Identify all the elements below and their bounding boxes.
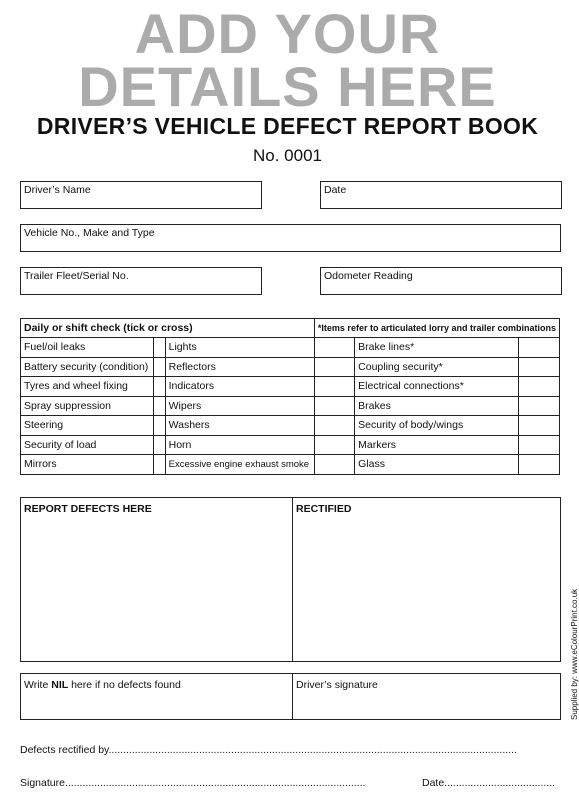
check-item: Security of load [21, 435, 154, 455]
check-box[interactable] [314, 338, 354, 358]
check-box[interactable] [314, 357, 354, 377]
drivers-name-field[interactable] [20, 181, 262, 209]
check-box[interactable] [518, 338, 559, 358]
check-box[interactable] [314, 396, 354, 416]
vehicle-label: Vehicle No., Make and Type [24, 227, 155, 239]
report-defects-area[interactable] [20, 497, 293, 662]
defects-rectified-by-line[interactable]: Defects rectified by............................................................................................................................................ [20, 744, 517, 756]
check-box[interactable] [153, 377, 165, 397]
table-row [21, 416, 560, 436]
check-box[interactable] [153, 435, 165, 455]
drivers-name-label: Driver’s Name [24, 184, 91, 196]
check-item: Reflectors [165, 357, 314, 377]
odometer-field[interactable] [320, 267, 562, 295]
nil-prefix: Write [24, 679, 52, 691]
placeholder-line-2: DETAILS HERE [78, 55, 497, 118]
check-item: Excessive engine exhaust smoke [165, 455, 314, 475]
check-item: Indicators [165, 377, 314, 397]
table-row [21, 455, 560, 475]
nil-box[interactable] [20, 673, 293, 720]
check-box[interactable] [314, 455, 354, 475]
check-item: Tyres and wheel fixing [21, 377, 154, 397]
check-box[interactable] [153, 396, 165, 416]
check-item: Mirrors [21, 455, 154, 475]
date-field[interactable] [320, 181, 562, 209]
table-row [21, 396, 560, 416]
check-item: Steering [21, 416, 154, 436]
check-item: Security of body/wings [355, 416, 518, 436]
check-header-right: *Items refer to articulated lorry and trailer combinations [314, 319, 559, 338]
check-box[interactable] [314, 416, 354, 436]
drivers-signature-label: Driver’s signature [296, 679, 378, 691]
drivers-signature-box[interactable] [292, 673, 561, 720]
check-table-header [21, 319, 560, 338]
check-box[interactable] [518, 377, 559, 397]
check-box[interactable] [314, 377, 354, 397]
check-item: Wipers [165, 396, 314, 416]
check-box[interactable] [153, 338, 165, 358]
check-box[interactable] [314, 435, 354, 455]
check-box[interactable] [153, 455, 165, 475]
check-item: Glass [355, 455, 518, 475]
check-item: Washers [165, 416, 314, 436]
check-item: Fuel/oil leaks [21, 338, 154, 358]
check-box[interactable] [518, 455, 559, 475]
check-item: Brakes [355, 396, 518, 416]
check-item: Markers [355, 435, 518, 455]
check-item: Lights [165, 338, 314, 358]
check-box[interactable] [153, 416, 165, 436]
trailer-label: Trailer Fleet/Serial No. [24, 270, 129, 282]
rectified-label: RECTIFIED [296, 503, 352, 515]
table-row [21, 357, 560, 377]
vehicle-field[interactable] [20, 224, 561, 252]
check-item: Spray suppression [21, 396, 154, 416]
daily-check-table [20, 318, 560, 475]
nil-suffix: here if no defects found [68, 679, 181, 691]
date-label: Date [324, 184, 347, 196]
check-box[interactable] [518, 357, 559, 377]
table-row [21, 377, 560, 397]
document-number: No. 0001 [253, 146, 322, 165]
check-item: Battery security (condition) [21, 357, 154, 377]
nil-instruction [24, 679, 181, 691]
check-item: Coupling security* [355, 357, 518, 377]
date-line[interactable]: Date...................................... [422, 777, 556, 789]
check-box[interactable] [153, 357, 165, 377]
report-defects-label: REPORT DEFECTS HERE [24, 503, 152, 515]
check-header-left: Daily or shift check (tick or cross) [21, 319, 315, 338]
odometer-label: Odometer Reading [324, 270, 413, 282]
check-item: Horn [165, 435, 314, 455]
nil-bold: NIL [51, 679, 69, 691]
page-title: DRIVER’S VEHICLE DEFECT REPORT BOOK [36, 113, 539, 139]
rectified-area[interactable] [292, 497, 561, 662]
table-row [21, 435, 560, 455]
check-item: Electrical connections* [355, 377, 518, 397]
check-box[interactable] [518, 396, 559, 416]
check-box[interactable] [518, 435, 559, 455]
supplied-by-text: Supplied by: www.eColourPrint.co.uk [570, 588, 579, 720]
check-box[interactable] [518, 416, 559, 436]
check-item: Brake lines* [355, 338, 518, 358]
trailer-field[interactable] [20, 267, 262, 295]
table-row [21, 338, 560, 358]
signature-line[interactable]: Signature....................................................................................................... [20, 777, 366, 789]
placeholder-line-1: ADD YOUR [134, 2, 441, 65]
